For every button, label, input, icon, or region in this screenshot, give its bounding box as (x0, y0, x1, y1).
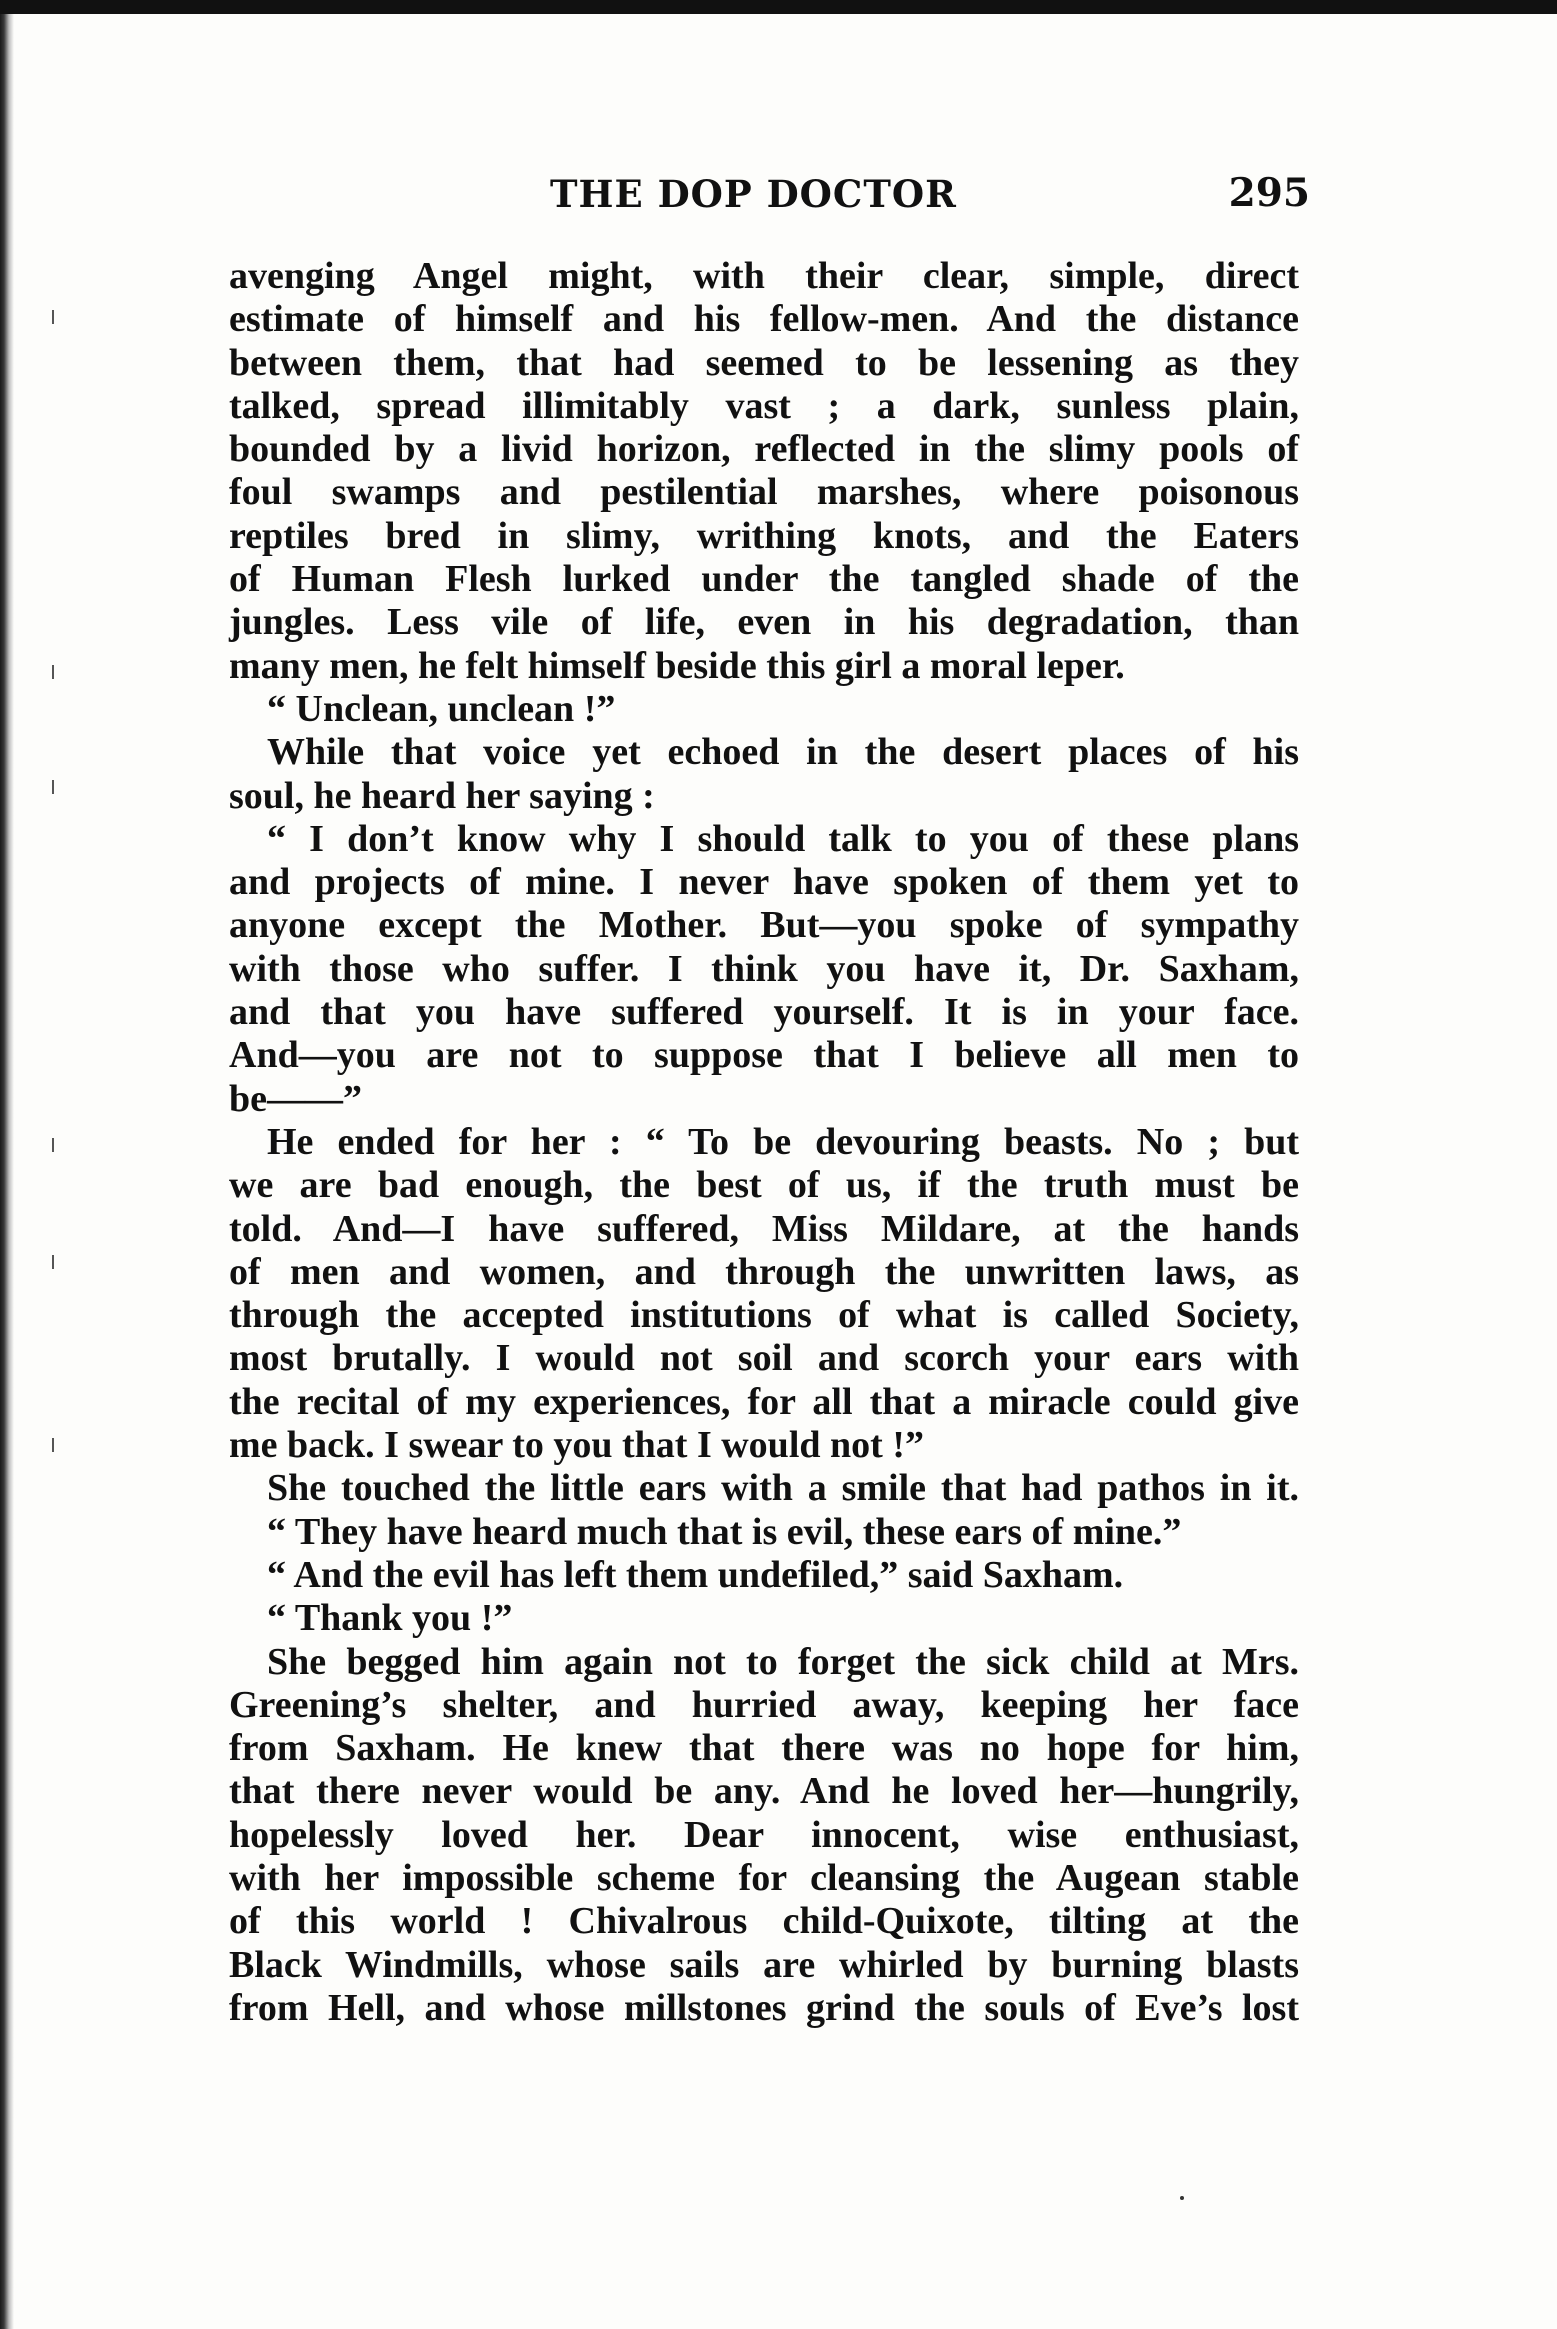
text-line: jungles. Less vile of life, even in his degradation, than (229, 601, 1299, 644)
text-line: “ Unclean, unclean !” (267, 687, 616, 730)
text-line: He ended for her : “ To be devouring beasts. No ; but (267, 1120, 1299, 1163)
text-line: and that you have suffered yourself. It is in your face. (229, 991, 1299, 1034)
text-line: we are bad enough, the best of us, if the truth must be (229, 1164, 1299, 1207)
running-title: THE DOP DOCTOR (550, 172, 957, 216)
text-line: foul swamps and pestilential marshes, where poisonous (229, 471, 1299, 514)
scan-top-border (0, 0, 1557, 14)
text-line: She begged him again not to forget the sick child at Mrs. (267, 1640, 1299, 1683)
text-line: and projects of mine. I never have spoken of them yet to (229, 861, 1299, 904)
text-line: through the accepted institutions of what is called Society, (229, 1294, 1299, 1337)
scan-left-edge (0, 14, 14, 2329)
text-line: talked, spread illimitably vast ; a dark, sunless plain, (229, 384, 1299, 427)
text-line: of Human Flesh lurked under the tangled shade of the (229, 558, 1299, 601)
text-line: with those who suffer. I think you have it, Dr. Saxham, (229, 947, 1299, 990)
gutter-marks (52, 120, 72, 2220)
text-line: And—you are not to suppose that I believe all men to (229, 1034, 1299, 1077)
text-line: from Hell, and whose millstones grind the souls of Eve’s lost (229, 1986, 1299, 2029)
text-line: “ And the evil has left them undefiled,” said Saxham. (267, 1553, 1124, 1596)
text-line: many men, he felt himself beside this girl a moral leper. (229, 644, 1125, 687)
text-line: between them, that had seemed to be lessening as they (229, 341, 1299, 384)
gutter-mark (52, 1138, 54, 1152)
text-line: hopelessly loved her. Dear innocent, wise enthusiast, (229, 1813, 1299, 1856)
text-line: anyone except the Mother. But—you spoke of sympathy (229, 904, 1299, 947)
gutter-mark (52, 310, 54, 324)
text-line: soul, he heard her saying : (229, 774, 655, 817)
text-line: Black Windmills, whose sails are whirled by burning blasts (229, 1943, 1299, 1986)
text-line: She touched the little ears with a smile that had pathos in it. (267, 1467, 1299, 1510)
body-text (229, 255, 1299, 2030)
text-line: of men and women, and through the unwritten laws, as (229, 1250, 1299, 1293)
text-line: the recital of my experiences, for all that a miracle could give (229, 1380, 1299, 1423)
text-line: be——” (229, 1077, 362, 1120)
text-line: avenging Angel might, with their clear, simple, direct (229, 255, 1299, 297)
text-line: While that voice yet echoed in the desert places of his (267, 731, 1299, 774)
text-line: me back. I swear to you that I would not !” (229, 1424, 924, 1467)
gutter-mark (52, 1438, 54, 1452)
scan-speck (1180, 2196, 1184, 2200)
text-line: “ I don’t know why I should talk to you of these plans (267, 817, 1299, 860)
text-line: from Saxham. He knew that there was no hope for him, (229, 1727, 1299, 1770)
text-line: bounded by a livid horizon, reflected in the slimy pools of (229, 428, 1299, 471)
text-line: reptiles bred in slimy, writhing knots, and the Eaters (229, 514, 1299, 557)
gutter-mark (52, 1255, 54, 1269)
text-line: estimate of himself and his fellow-men. And the distance (229, 298, 1299, 341)
text-line: that there never would be any. And he loved her—hungrily, (229, 1770, 1299, 1813)
gutter-mark (52, 665, 54, 679)
gutter-mark (52, 780, 54, 794)
text-line: with her impossible scheme for cleansing the Augean stable (229, 1856, 1299, 1899)
text-line: told. And—I have suffered, Miss Mildare, at the hands (229, 1207, 1299, 1250)
text-line: “ Thank you !” (267, 1597, 513, 1640)
running-head (230, 172, 1310, 232)
text-line: most brutally. I would not soil and scorch your ears with (229, 1337, 1299, 1380)
text-line: “ They have heard much that is evil, these ears of mine.” (267, 1510, 1182, 1553)
page-number: 295 (1228, 170, 1310, 216)
text-line: Greening’s shelter, and hurried away, keeping her face (229, 1683, 1299, 1726)
text-line: of this world ! Chivalrous child-Quixote, tilting at the (229, 1900, 1299, 1943)
